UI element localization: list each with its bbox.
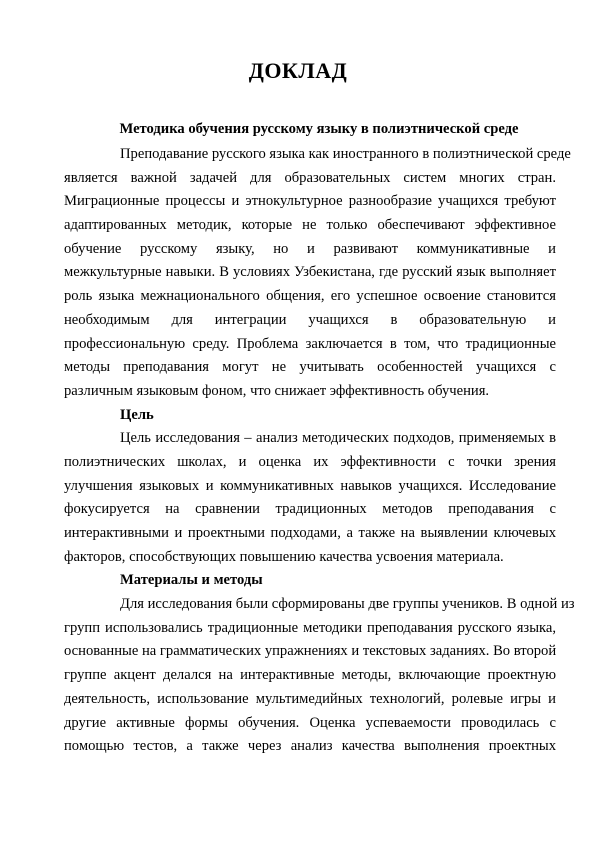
goal-line: интерактивными и проектными подходами, а также на выявлении ключевых [64, 525, 556, 541]
goal-line: улучшения языковых и коммуникативных навыков учащихся. Исследование [64, 477, 556, 494]
goal-line: фокусируется на сравнении традиционных методов преподавания с [64, 501, 556, 518]
section-heading-goal: Цель [120, 406, 154, 423]
methods-line: другие активные формы обучения. Оценка успеваемости проводилась с [64, 714, 556, 731]
methods-line: помощью тестов, а также через анализ качества выполнения проектных [64, 738, 556, 755]
intro-line: Миграционные процессы и этнокультурное разнообразие учащихся требуют [64, 193, 556, 210]
methods-line: основанные на грамматических упражнениях и текстовых заданиях. Во второй [64, 643, 557, 660]
document-title: ДОКЛАД [248, 58, 348, 83]
intro-line: обучение русскому языку, но и развивают коммуникативные и [64, 240, 556, 257]
goal-line: полиэтнических школах, и оценка их эффективности с точки зрения [64, 453, 556, 470]
intro-line: необходимым для интеграции учащихся в образовательную и [64, 311, 556, 328]
document-body [64, 143, 575, 759]
intro-line: профессиональную среду. Проблема заключается в том, что традиционные [64, 335, 556, 352]
goal-line: факторов, способствующих повышению качества усвоения материала. [64, 548, 504, 565]
intro-line: роль языка межнационального общения, его успешное освоение становится [64, 288, 556, 305]
methods-line: деятельность, использование мультимедийных технологий, ролевые игры и [64, 690, 556, 707]
document-subtitle: Методика обучения русскому языку в полиэтнической среде [119, 121, 519, 137]
intro-line: адаптированных методик, которые не только обеспечивают эффективное [64, 217, 556, 234]
section-heading-methods: Материалы и методы [120, 572, 263, 589]
intro-line: межкультурные навыки. В условиях Узбекистана, где русский язык выполняет [64, 264, 556, 281]
methods-line: групп использовались традиционные методики преподавания русского языка, [64, 619, 556, 636]
intro-line: методы преподавания могут не учитывать особенностей учащихся с [64, 359, 556, 376]
methods-line: группе акцент делался на интерактивные методы, включающие проектную [64, 667, 556, 684]
intro-line: является важной задачей для образовательных систем многих стран. [64, 169, 556, 186]
methods-line: Для исследования были сформированы две группы учеников. В одной из [120, 596, 575, 613]
intro-line: Преподавание русского языка как иностранного в полиэтнической среде [120, 146, 571, 162]
intro-line: различным языковым фоном, что снижает эффективность обучения. [64, 382, 490, 399]
goal-line: Цель исследования – анализ методических подходов, применяемых в [120, 430, 556, 447]
